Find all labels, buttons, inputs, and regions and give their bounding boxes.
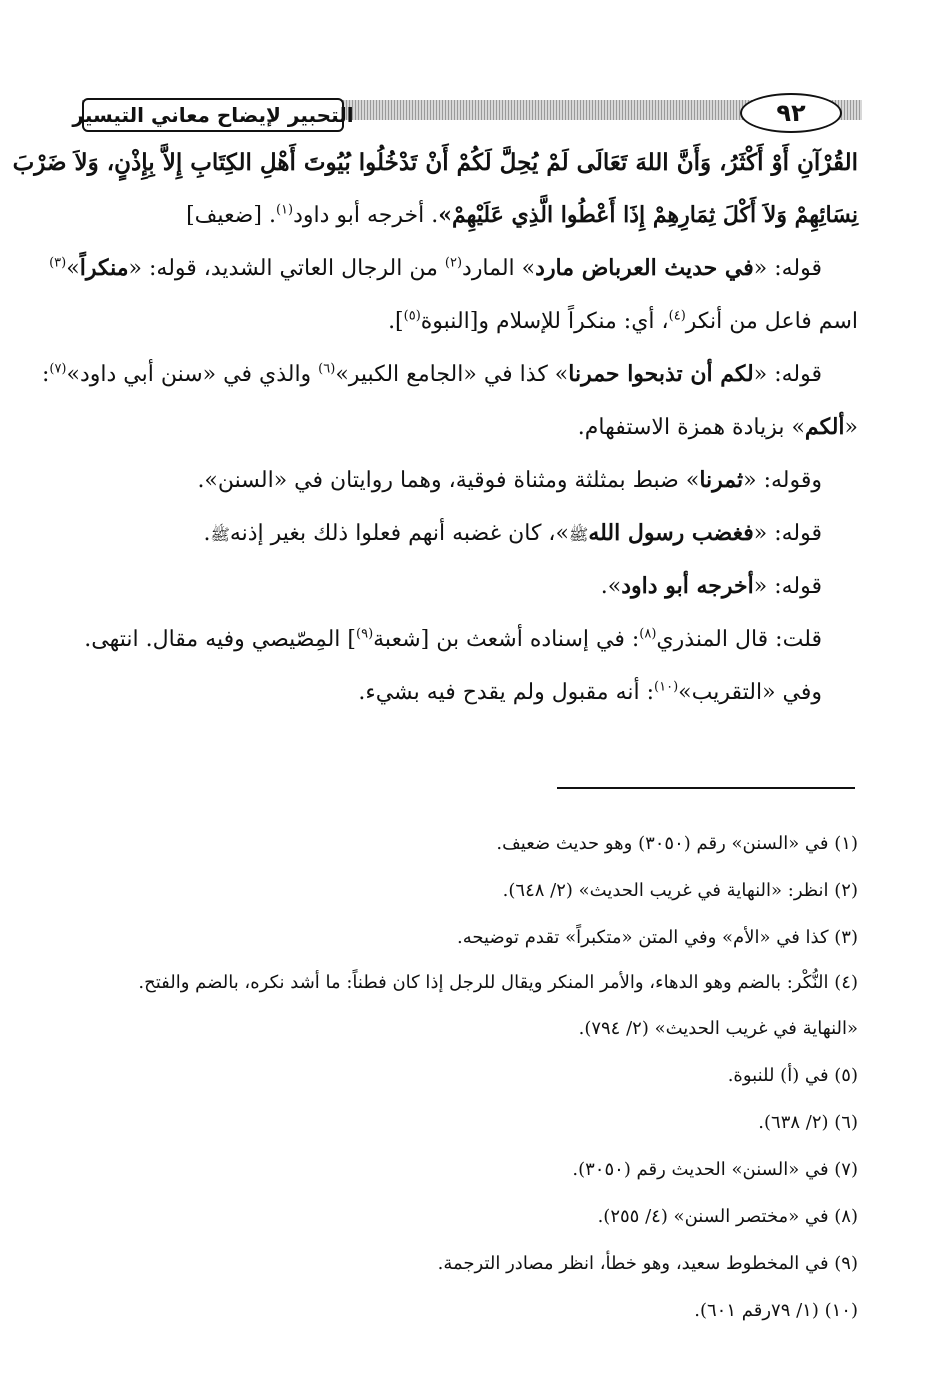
body-line-6: [82, 401, 858, 454]
text-segment: ».: [600, 574, 622, 599]
quoted-phrase: منكراً: [79, 255, 129, 281]
footnotes: [82, 820, 858, 1334]
text-segment: » المارد: [462, 256, 536, 281]
footnote-8: (٨) في «مختصر السنن» (٤/ ٢٥٥).: [597, 1206, 858, 1227]
body-line-5: [41, 348, 858, 401]
body-line-8: [82, 507, 858, 560]
footnote-ref: (٨): [639, 626, 657, 642]
text-segment: وفي «التقريب»: [678, 680, 822, 705]
text-segment: . أخرجه أبو داود: [293, 203, 439, 228]
text-segment: » ضبط بمثلثة ومثناة فوقية، وهما روايتان في «السنن».: [197, 468, 700, 493]
body-line-10: [82, 613, 858, 666]
footnote-3: (٣) كذا في «الأم» وفي المتن «متكبراً» تقدم توضيحه.: [456, 927, 858, 948]
text-segment: » كذا في «الجامع الكبير»: [335, 362, 569, 387]
footnote-separator: [557, 787, 855, 789]
quoted-phrase: في حديث العرباض مارد: [535, 255, 754, 281]
salutation-glyph: ﷺ: [568, 525, 589, 544]
main-text: [12, 136, 858, 719]
page-number: ٩٢: [740, 93, 842, 133]
text-segment: ، أي: منكراً للإسلام و[النبوة: [420, 309, 669, 334]
salutation-glyph: ﷺ: [210, 525, 230, 544]
footnote-ref: (١٠): [654, 679, 679, 695]
text-segment: قلت: قال المنذري: [656, 627, 822, 652]
text-segment: .: [203, 521, 211, 546]
text-segment: ] المِصّيصي وفيه مقال. انتهى.: [84, 627, 356, 652]
footnote-4: (٤) النُّكْر: بالضم وهو الدهاء، والأمر المنكر ويقال للرجل إذا كان فطناً: ما أشد نكره، بالضم والفتح.: [138, 972, 858, 993]
text-segment: «: [844, 415, 858, 440]
text-segment: قوله: «: [753, 362, 822, 387]
body-line-2: [82, 189, 858, 242]
quoted-phrase: فغضب رسول الله: [588, 520, 754, 546]
quoted-phrase: لكم أن تذبحوا حمرنا: [568, 361, 754, 387]
body-line-1: القُرْآنِ أَوْ أَكْثَرُ، وَأَنَّ اللهَ تَعَالَى لَمْ يُحِلَّ لَكُمْ أَنْ تَدْخُلُوا بُيُوتَ أَهْلِ الكِتَابِ إِلاَّ بِإِذْنٍ، وَلاَ ضَرْبَ: [12, 149, 858, 176]
grade-text: . [ضعيف]: [186, 203, 276, 228]
text-segment: قوله: «: [753, 574, 822, 599]
text-segment: وقوله: «: [743, 468, 822, 493]
quoted-phrase: أخرجه أبو داود: [621, 573, 754, 599]
footnote-4-continued: «النهاية في غريب الحديث» (٢/ ٧٩٤).: [578, 1018, 858, 1039]
footnote-1: (١) في «السنن» رقم (٣٠٥٠) وهو حديث ضعيف.: [496, 833, 858, 854]
footnote-ref: (٩): [356, 626, 374, 642]
body-line-9: [82, 560, 858, 613]
text-segment: قوله: «: [753, 521, 822, 546]
text-segment: والذي في «سنن أبي داود»: [66, 362, 319, 387]
text-segment: اسم فاعل من أنكر: [685, 309, 858, 334]
text-segment: من الرجال العاتي الشديد، قوله: «: [128, 256, 445, 281]
footnote-7: (٧) في «السنن» الحديث رقم (٣٠٥٠).: [572, 1159, 858, 1180]
text-segment: : في إسناده أشعث بن [شعبة: [373, 627, 640, 652]
footnote-ref: (٣): [49, 255, 67, 271]
footnote-6: (٦) (٢/ ٦٣٨).: [758, 1112, 858, 1133]
body-line-11: [82, 666, 858, 719]
footnote-ref: (٤): [668, 308, 686, 324]
footnote-ref: (٥): [403, 308, 421, 324]
text-segment: :: [41, 362, 50, 387]
text-segment: : أنه مقبول ولم يقدح فيه بشيء.: [358, 680, 655, 705]
quoted-phrase: ألكم: [804, 414, 845, 440]
footnote-10: (١٠) (١/ ٧٩رقم ٦٠١).: [694, 1300, 858, 1321]
quoted-phrase: ثمرنا: [699, 467, 744, 493]
footnote-2: (٢) انظر: «النهاية في غريب الحديث» (٢/ ٦٤٨).: [502, 880, 858, 901]
text-segment: قوله: «: [753, 256, 822, 281]
text-segment: ].: [388, 309, 404, 334]
body-line-4: [82, 295, 858, 348]
book-title: التحبير لإيضاح معاني التيسير: [82, 98, 344, 132]
footnote-5: (٥) في (أ) للنبوة.: [727, 1065, 858, 1086]
hadith-text: نِسَائِهِمْ وَلاَ أَكْلَ ثِمَارِهِمْ إِذَا أَعْطُوا الَّذِي عَلَيْهِمْ»: [438, 202, 858, 228]
text-segment: »: [66, 256, 80, 281]
footnote-ref: (٢): [444, 255, 463, 271]
footnote-9: (٩) في المخطوط سعيد، وهو خطأ، انظر مصادر الترجمة.: [437, 1253, 858, 1274]
footnote-ref: (٦): [318, 361, 336, 377]
text-segment: » بزيادة همزة الاستفهام.: [577, 415, 805, 440]
footnote-ref: (٧): [49, 361, 67, 377]
footnote-ref: (١): [275, 202, 294, 218]
body-line-7: [82, 454, 858, 507]
body-line-3: [49, 242, 858, 295]
text-segment: »، كان غضبه أنهم فعلوا ذلك بغير إذنه: [229, 521, 569, 546]
